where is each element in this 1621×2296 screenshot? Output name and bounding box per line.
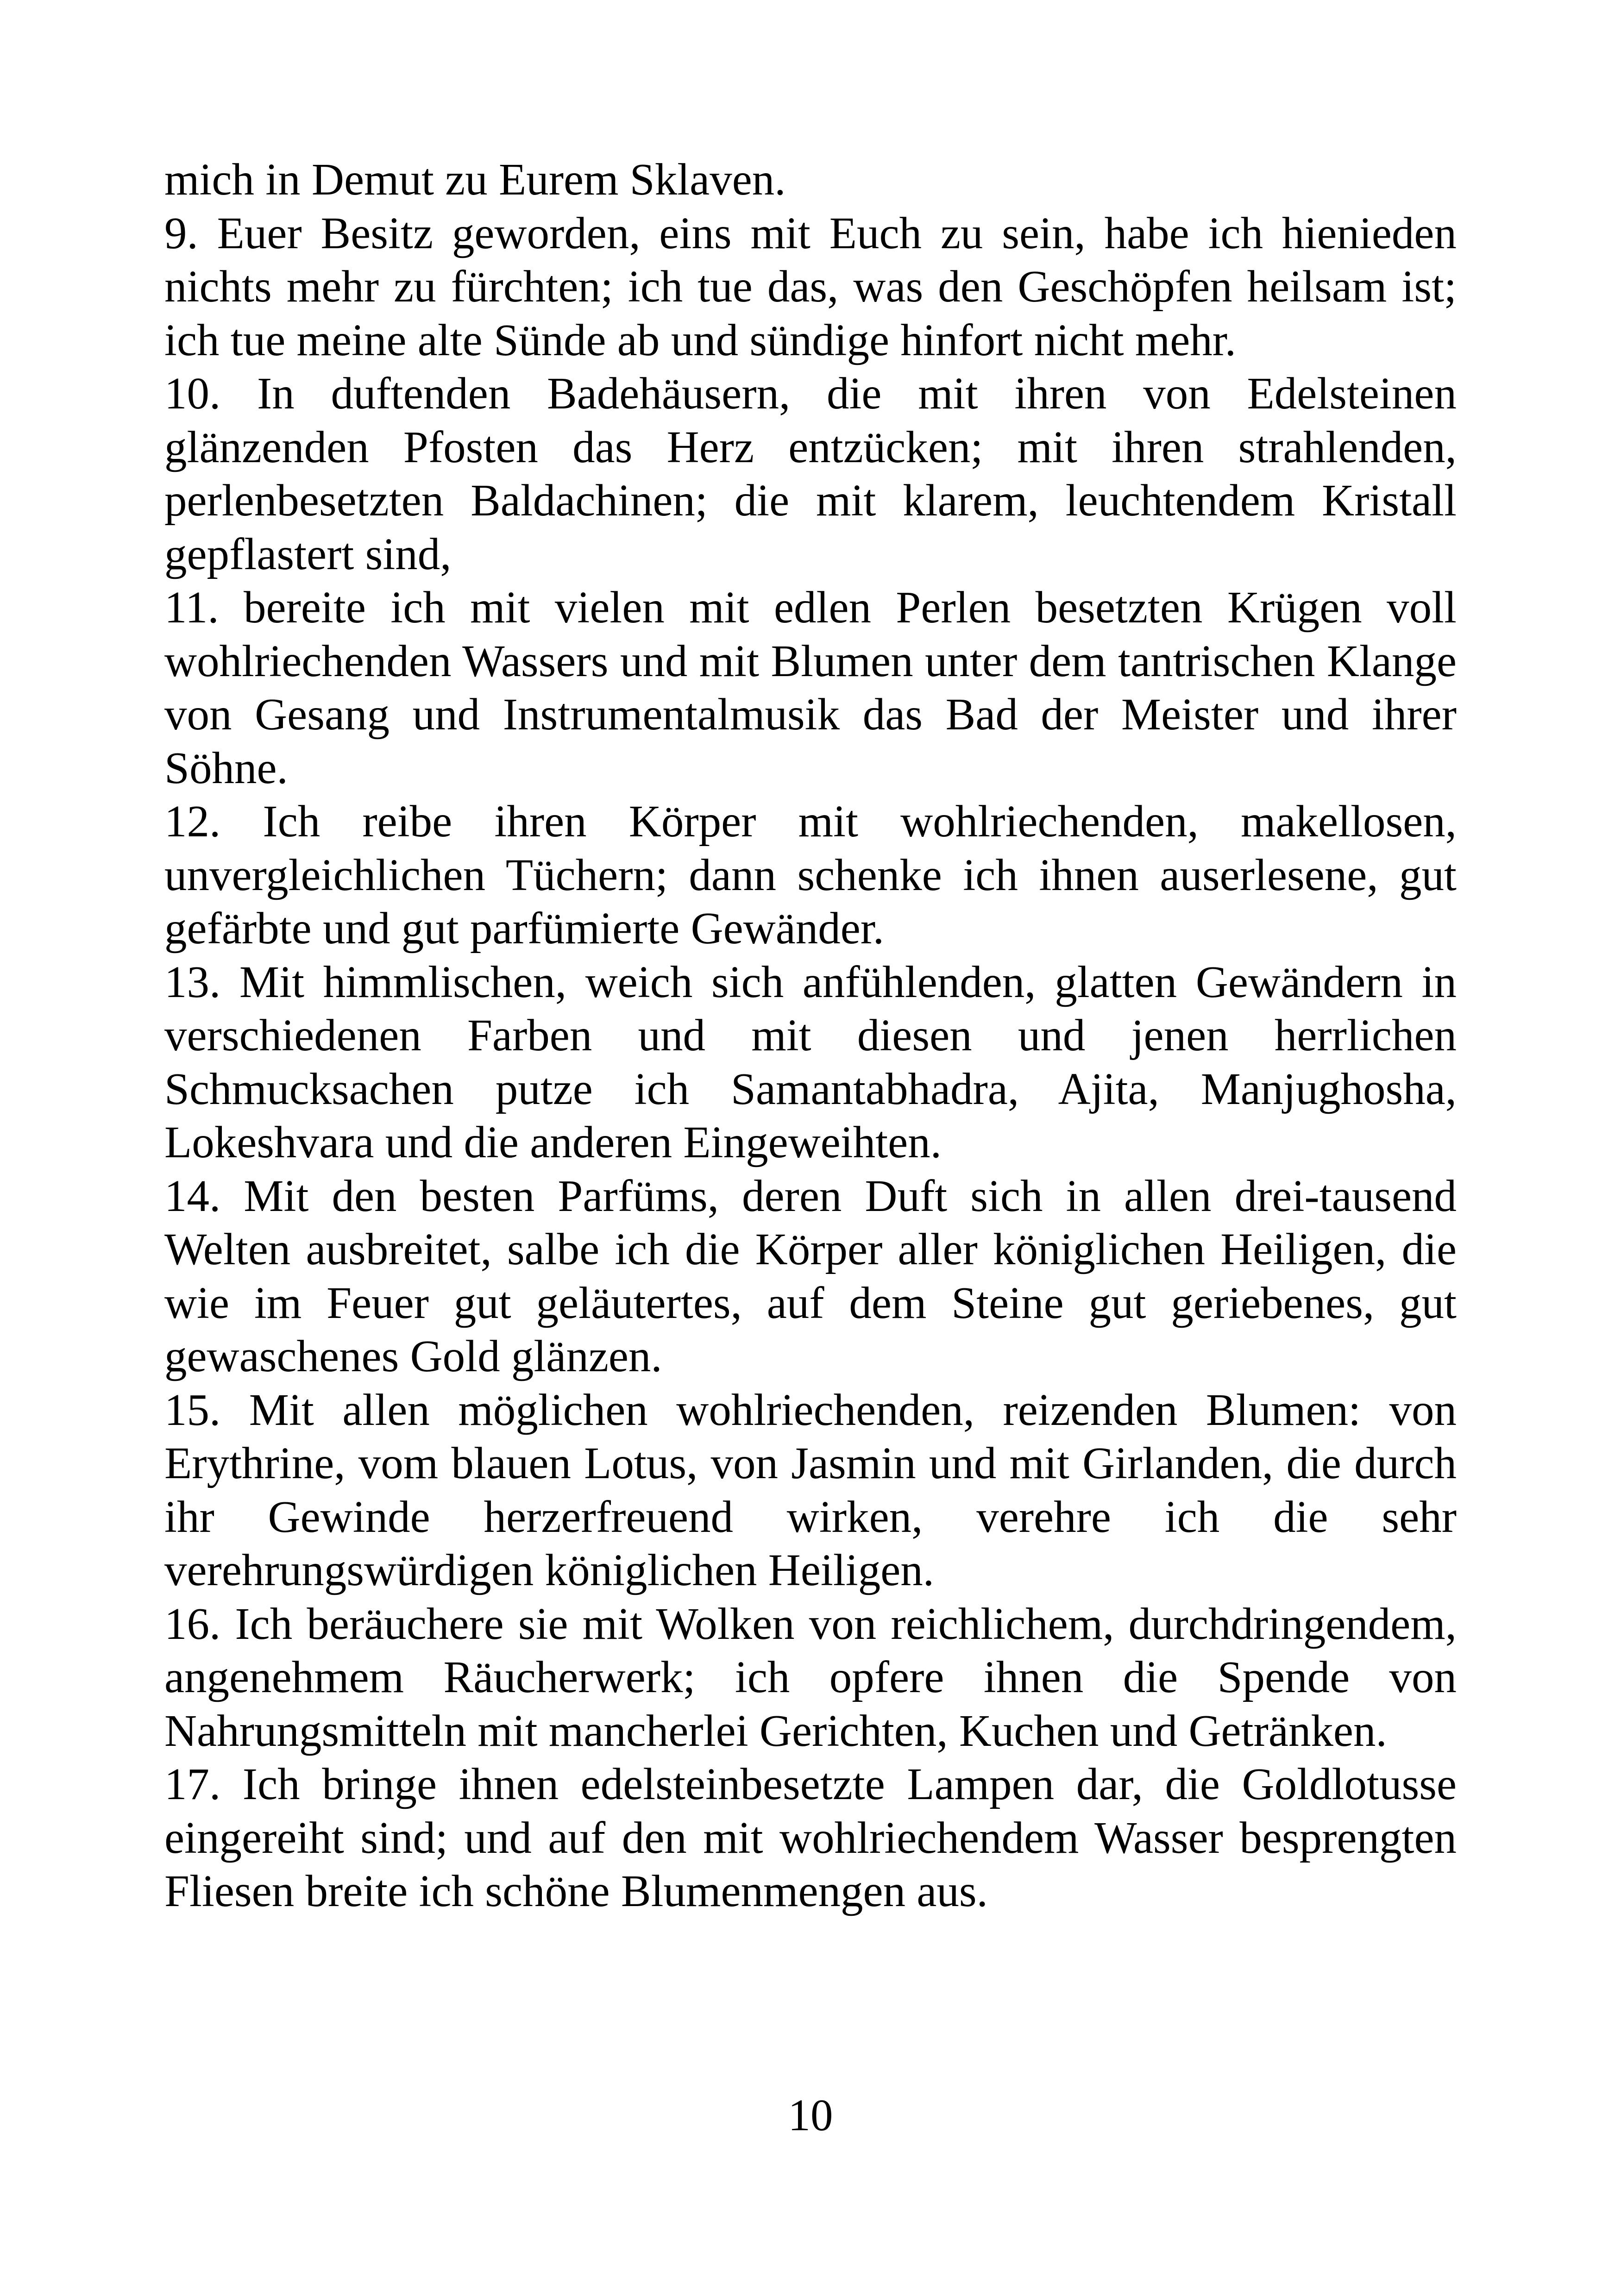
verse-12: 12. Ich reibe ihren Körper mit wohlriechenden, makellosen, unvergleichlichen Tüchern; dann schenke ich ihnen auserlesene, gut gefärbte und gut parfümierte Gewänder. xyxy=(164,797,1457,953)
verse-13: 13. Mit himmlischen, weich sich anfühlenden, glatten Gewändern in verschiedenen Farben und mit diesen und jenen herrlichen Schmucksachen putze ich Samantabhadra, Ajita, Manjughosha, Lokeshvara und die anderen Eingeweihten. xyxy=(164,957,1457,1167)
body-text xyxy=(164,153,1457,1918)
page-number: 10 xyxy=(788,2090,833,2140)
verse-15: 15. Mit allen möglichen wohlriechenden, reizenden Blumen: von Erythrine, vom blauen Lotus, von Jasmin und mit Girlanden, die durch ihr Gewinde herzerfreuend wirken, verehre ich die sehr verehrungswürdigen königlichen Heiligen. xyxy=(164,1385,1457,1595)
verse-11: 11. bereite ich mit vielen mit edlen Perlen besetzten Krügen voll wohlriechenden Wassers und mit Blumen unter dem tantrischen Klange von Gesang und Instrumentalmusik das Bad der Meister und ihrer Söhne. xyxy=(164,583,1457,793)
verse-17: 17. Ich bringe ihnen edelsteinbesetzte Lampen dar, die Goldlotusse eingereiht sind; und auf den mit wohlriechendem Wasser besprengten Fliesen breite ich schöne Blumenmengen aus. xyxy=(164,1759,1457,1916)
verse-9: 9. Euer Besitz geworden, eins mit Euch zu sein, habe ich hienieden nichts mehr zu fürchten; ich tue das, was den Geschöpfen heilsam ist; ich tue meine alte Sünde ab und sündige hinfort nicht mehr. xyxy=(164,208,1457,365)
paragraph-continuation: mich in Demut zu Eurem Sklaven. xyxy=(164,155,786,204)
verse-14: 14. Mit den besten Parfüms, deren Duft sich in allen drei-tausend Welten ausbreitet, salbe ich die Körper aller königlichen Heiligen, die wie im Feuer gut geläutertes, auf dem Steine gut geriebenes, gut gewaschenes Gold glänzen. xyxy=(164,1171,1457,1381)
verse-16: 16. Ich beräuchere sie mit Wolken von reichlichem, durchdringendem, angenehmem Räucherwerk; ich opfere ihnen die Spende von Nahrungsmitteln mit mancherlei Gerichten, Kuchen und Getränken. xyxy=(164,1599,1457,1756)
verse-10: 10. In duftenden Badehäusern, die mit ihren von Edelsteinen glänzenden Pfosten das Herz entzücken; mit ihren strahlenden, perlenbesetzten Baldachinen; die mit klarem, leuchtendem Kristall gepflastert sind, xyxy=(164,369,1457,579)
